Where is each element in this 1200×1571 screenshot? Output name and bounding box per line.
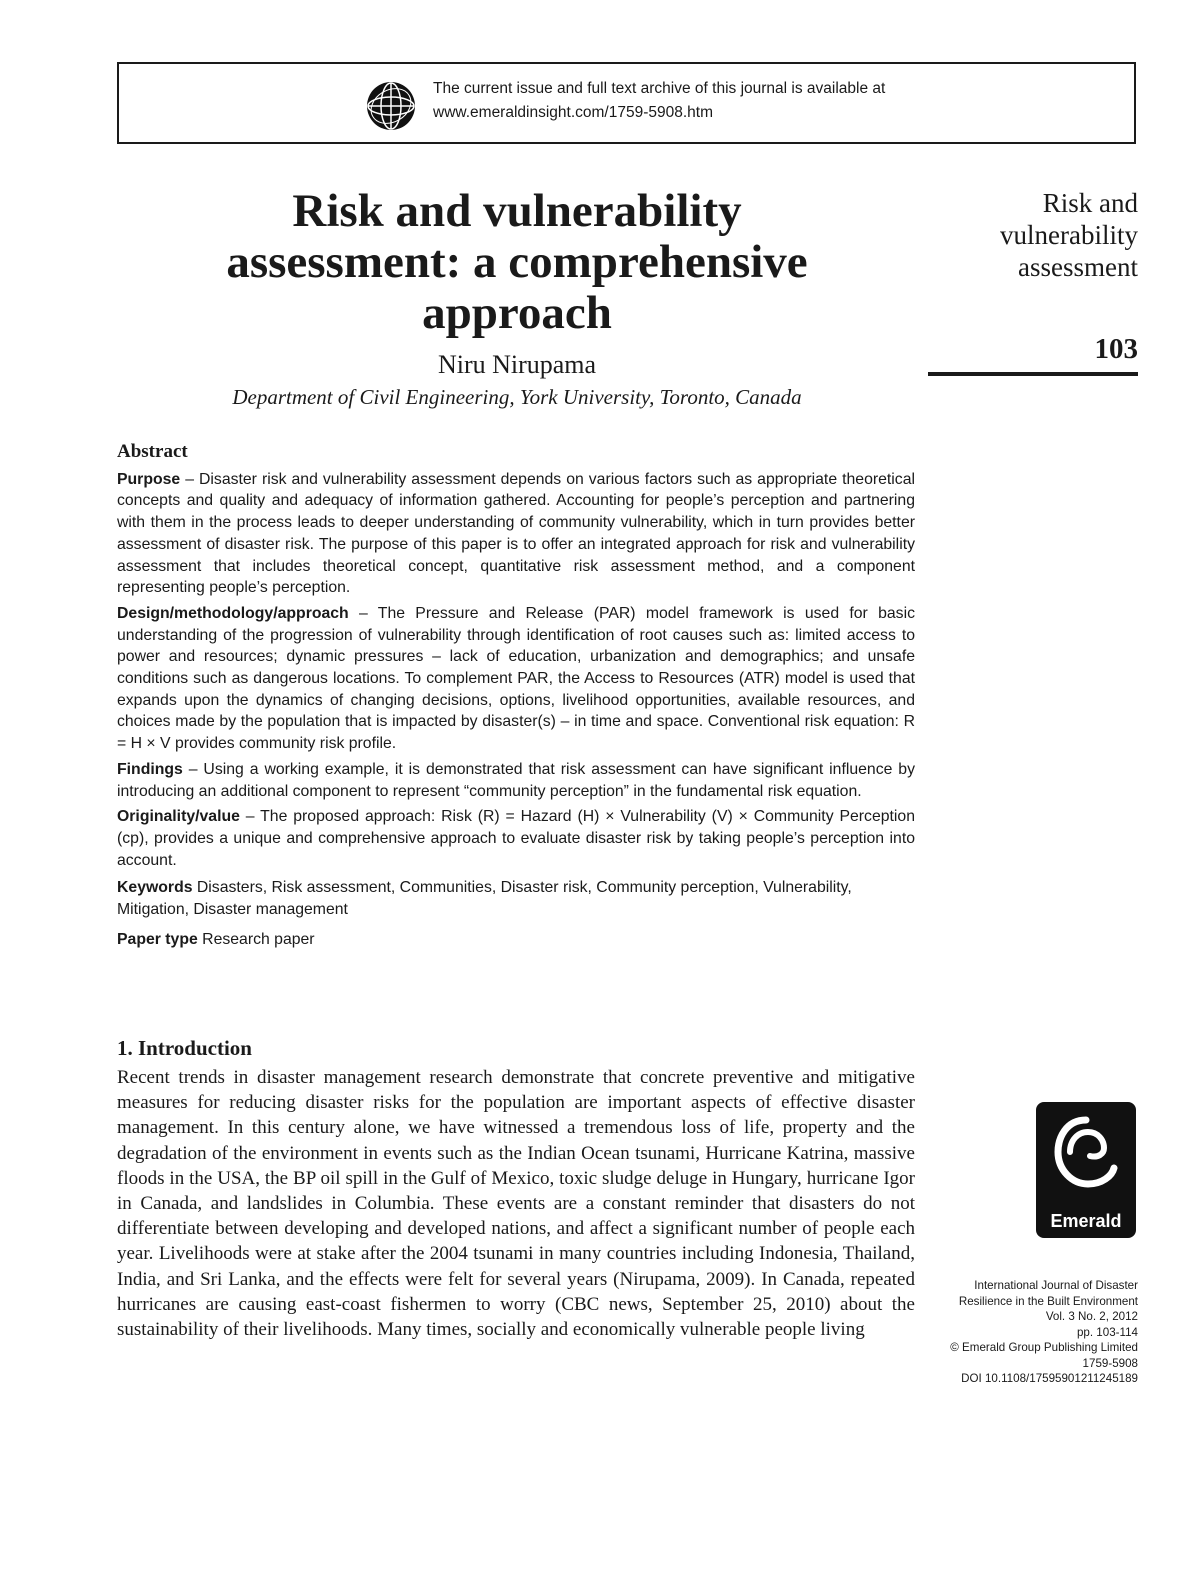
section-text: – The proposed approach: Risk (R) = Hazard (H) × Vulnerability (V) × Community Perception (cp), provides a unique and comprehensive approach to evaluate disaster risk by taking people’s perception into account. — [117, 808, 915, 869]
abstract-originality — [117, 806, 915, 871]
abstract-findings — [117, 759, 915, 802]
abstract-keywords — [117, 877, 915, 920]
title-line: Risk and vulnerability — [292, 185, 742, 237]
running-head-line: assessment — [1018, 252, 1138, 282]
section-text: – Using a working example, it is demonstrated that risk assessment can have significant influence by introducing an additional component to represent “community perception” in the fundamental risk equation. — [117, 760, 915, 800]
globe-icon — [365, 80, 417, 132]
section-text: Disasters, Risk assessment, Communities, Disaster risk, Community perception, Vulnerability, Mitigation, Disaster management — [117, 879, 852, 919]
introduction-section — [117, 1036, 915, 1342]
introduction-text: Recent trends in disaster management research demonstrate that concrete preventive and mitigative measures for reducing disaster risks for the population are important aspects of effective disaster management. In this century alone, we have witnessed a tremendous loss of life, property and the degradation of the environment in events such as the Indian Ocean tsunami, Hurricane Katrina, massive floods in the USA, the BP oil spill in the Gulf of Mexico, toxic sludge deluge in Hungary, hurricane Igor in Canada, and landslides in Columbia. These events are a constant reminder that disasters do not differentiate between developing and developed nations, and affect a significant number of people each year. Livelihoods were at stake after the 2004 tsunami in many countries including Indonesia, Thailand, India, and Sri Lanka, and the effects were felt for several years (Nirupama, 2009). In Canada, repeated hurricanes are causing east-coast fishermen to worry (CBC news, September 25, 2010) about the sustainability of their livelihoods. Many times, socially and economically vulnerable people living — [117, 1067, 915, 1341]
journal-info-line: © Emerald Group Publishing Limited — [950, 1341, 1138, 1354]
section-text: Research paper — [197, 930, 315, 948]
journal-url-link[interactable]: www.emeraldinsight.com/1759-5908.htm — [433, 104, 713, 121]
emerald-label: Emerald — [1050, 1211, 1122, 1231]
availability-text: The current issue and full text archive of this journal is available at — [433, 80, 886, 97]
journal-info-line: Resilience in the Built Environment — [958, 1294, 1138, 1308]
abstract-paper-type — [117, 929, 915, 951]
running-head — [898, 187, 1138, 283]
author-name: Niru Nirupama — [437, 350, 597, 379]
emerald-e-icon — [1050, 1112, 1122, 1202]
journal-info-line: International Journal of Disaster — [974, 1279, 1138, 1292]
paper-title — [117, 186, 917, 339]
section-text: – Disaster risk and vulnerability assessment depends on various factors such as appropriate theoretical concepts and quality and adequacy of information gathered. Accounting for people’s perception and partnering with them in the process leads to deeper understanding of community vulnerability, which in turn provides better assessment of disaster risk. The purpose of this paper is to offer an integrated approach for risk and vulnerability assessment that includes theoretical concept, quantitative risk assessment method, and a component representing people’s perception. — [117, 470, 915, 597]
section-label: Paper type — [117, 930, 198, 948]
journal-info-line: 1759-5908 — [1082, 1356, 1138, 1370]
section-label: Originality/value — [117, 808, 240, 826]
running-head-line: vulnerability — [1000, 220, 1138, 250]
page-number-rule — [928, 372, 1138, 376]
introduction-heading: 1. Introduction — [117, 1036, 252, 1060]
journal-info — [868, 1278, 1138, 1387]
emerald-logo — [1036, 1102, 1136, 1238]
section-label: Design/methodology/approach — [117, 604, 349, 622]
section-text: – The Pressure and Release (PAR) model framework is used for basic understanding of the progression of vulnerability through identification of root causes such as: limited access to power and resources; dynamic pressures – lack of education, urbanization and demographics; and unsafe conditions such as dangerous locations. To complement PAR, the Access to Resources (ATR) model is used that expands upon the dynamics of changing decisions, options, livelihood opportunities, available resources, and choices made by the population that is impacted by disaster(s) – in time and space. Conventional risk equation: R = H × V provides community risk profile. — [117, 604, 915, 753]
journal-info-line: Vol. 3 No. 2, 2012 — [1045, 1310, 1138, 1323]
abstract — [117, 441, 915, 954]
title-line: assessment: a comprehensive — [226, 236, 808, 288]
title-line: approach — [422, 287, 612, 339]
section-label: Findings — [117, 760, 183, 778]
journal-info-line: DOI 10.1108/17595901211245189 — [961, 1372, 1138, 1385]
running-head-line: Risk and — [1042, 188, 1138, 218]
abstract-heading: Abstract — [117, 441, 188, 462]
journal-info-line: pp. 103-114 — [1076, 1325, 1138, 1339]
section-label: Purpose — [117, 470, 181, 488]
abstract-design — [117, 603, 915, 755]
section-label: Keywords — [117, 879, 193, 897]
abstract-purpose — [117, 469, 915, 599]
page-number: 103 — [1094, 333, 1138, 365]
journal-availability-box — [117, 62, 1136, 144]
author-affiliation: Department of Civil Engineering, York University, Toronto, Canada — [232, 385, 802, 409]
